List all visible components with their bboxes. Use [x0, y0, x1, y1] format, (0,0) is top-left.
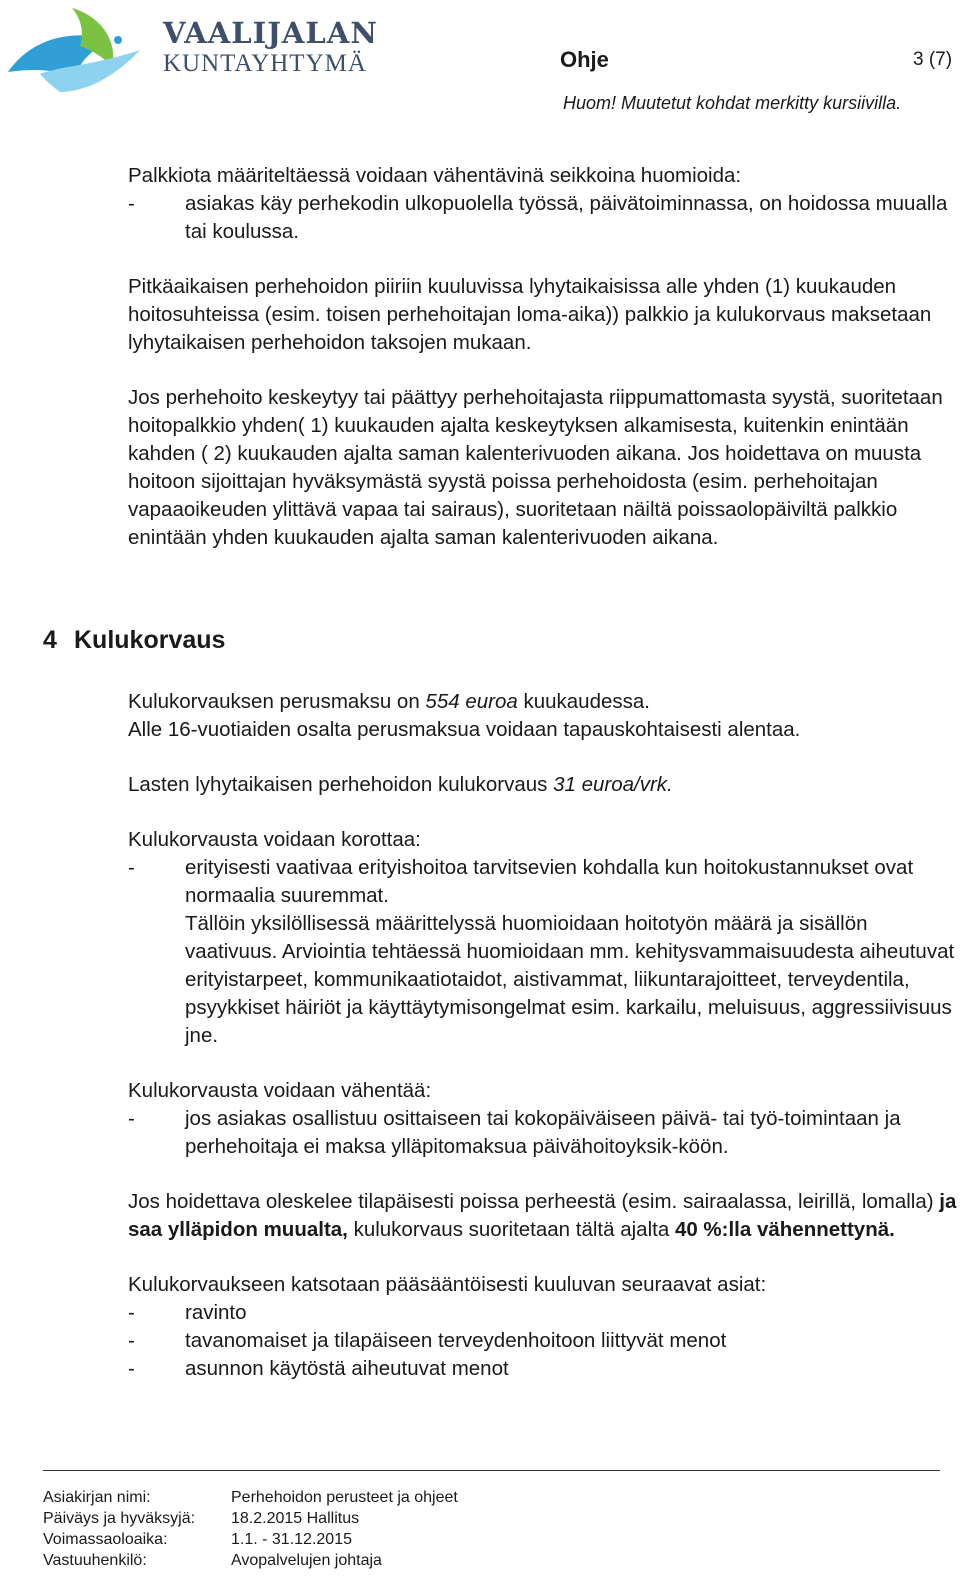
section-heading [43, 626, 225, 655]
basic-fee-note: Alle 16-vuotiaiden osalta perusmaksua voidaan tapauskohtaisesti alentaa. [128, 718, 801, 741]
covers-intro: Kulukorvaukseen katsotaan pääsääntöisesti kuuluvan seuraavat asiat: [128, 1273, 767, 1296]
footer-value: Avopalvelujen johtaja [231, 1552, 382, 1569]
list-item-text: ravinto [185, 1301, 247, 1324]
list-item: - ravinto [128, 1299, 958, 1327]
footer-value: Perhehoidon perusteet ja ohjeet [231, 1489, 458, 1506]
list-item: - asiakas käy perhekodin ulkopuolella työssä, päivätoiminnassa, on hoidossa muualla tai koulussa. [128, 190, 958, 246]
footer-row [43, 1487, 458, 1508]
list-item-text: jos asiakas osallistuu osittaiseen tai kokopäiväiseen päivä- tai työ-toimintaan ja perhehoitaja ei maksa ylläpitomaksua päivähoitoyksik-köön. [185, 1107, 901, 1158]
section-number: 4 [43, 626, 57, 654]
list-item: - asunnon käytöstä aiheutuvat menot [128, 1355, 958, 1383]
footer-value: 1.1. - 31.12.2015 [231, 1531, 352, 1548]
logo-name-line1: VAALIJALAN [163, 16, 378, 50]
pre-section-body [128, 162, 958, 552]
raise-intro: Kulukorvausta voidaan korottaa: [128, 828, 421, 851]
list-item: - tavanomaiset ja tilapäiseen terveydenhoitoon liittyvät menot [128, 1327, 958, 1355]
footer-value: 18.2.2015 Hallitus [231, 1510, 360, 1527]
raise-detail: Tällöin yksilöllisessä määrittelyssä huomioidaan hoitotyön määrä ja sisällön vaativuus. Arviointia tehtäessä huomioidaan mm. kehitysvammaisuudesta aiheutuvat erityistarpeet, kommunikaatiotaidot, aistivammat, liikuntarajoitteet, terveydentila, psyykkiset häiriöt ja käyttäytymisongelmat esim. karkailu, meluisuus, aggressiivisuus jne. [185, 912, 955, 1047]
list-item-text: asiakas käy perhekodin ulkopuolella työssä, päivätoiminnassa, on hoidossa muualla tai koulussa. [185, 192, 948, 243]
basic-fee-amount: 554 euroa [425, 690, 518, 713]
list-item: - jos asiakas osallistuu osittaiseen tai kokopäiväiseen päivä- tai työ-toimintaan ja perhehoitaja ei maksa ylläpitomaksua päivähoitoyksik-köön. [128, 1105, 958, 1161]
reduction-intro: Palkkiota määriteltäessä voidaan vähentävinä seikkoina huomioida: [128, 164, 742, 187]
logo-name-line2: KUNTAYHTYMÄ [163, 50, 367, 77]
reduce-intro: Kulukorvausta voidaan vähentää: [128, 1079, 432, 1102]
document-type: Ohje [560, 47, 609, 72]
footer-row [43, 1508, 458, 1529]
section-body [128, 688, 958, 1383]
list-item-text: erityisesti vaativaa erityishoitoa tarvitsevien kohdalla kun hoitokustannukset ovat normaalia suuremmat. [185, 856, 914, 907]
change-note: Huom! Muutetut kohdat merkitty kursiivilla. [563, 93, 902, 113]
list-item-text: tavanomaiset ja tilapäiseen terveydenhoitoon liittyvät menot [185, 1329, 727, 1352]
short-term-paragraph: Pitkäaikaisen perhehoidon piiriin kuuluvissa lyhytaikaisissa alle yhden (1) kuukauden hoitosuhteissa (esim. toisen perhehoitajan loma-aika)) palkkio ja kulukorvaus maksetaan lyhytaikaisen perhehoidon taksojen mukaan. [128, 275, 932, 354]
section-title: Kulukorvaus [74, 626, 226, 654]
short-term-fee-amount: 31 euroa/vrk. [553, 773, 673, 796]
org-logo [0, 0, 378, 110]
footer-row [43, 1529, 458, 1550]
list-item: - erityisesti vaativaa erityishoitoa tarvitsevien kohdalla kun hoitokustannukset ovat normaalia suuremmat. [128, 854, 958, 910]
footer-label: Asiakirjan nimi: [43, 1489, 151, 1506]
page-number: 3 (7) [913, 49, 953, 70]
footer-divider [43, 1470, 940, 1471]
list-item-text: asunnon käytöstä aiheutuvat menot [185, 1357, 509, 1380]
basic-fee-line: Kulukorvauksen perusmaksu on 554 euroa kuukaudessa. [128, 690, 650, 713]
footer-label: Voimassaoloaika: [43, 1531, 168, 1548]
absence-paragraph: Jos hoidettava oleskelee tilapäisesti poissa perheestä (esim. sairaalassa, leirillä, lomalla) ja saa ylläpidon muualta, kulukorvaus suoritetaan tältä ajalta 40 %:lla vähennettynä. [128, 1190, 957, 1241]
document-footer [43, 1487, 458, 1571]
footer-label: Päiväys ja hyväksyjä: [43, 1510, 196, 1527]
short-term-fee-line: Lasten lyhytaikaisen perhehoidon kulukorvaus 31 euroa/vrk. [128, 773, 673, 796]
footer-label: Vastuuhenkilö: [43, 1552, 147, 1569]
footer-row [43, 1550, 458, 1571]
interruption-paragraph: Jos perhehoito keskeytyy tai päättyy perhehoitajasta riippumattomasta syystä, suoritetaan hoitopalkkio yhden( 1) kuukauden ajalta keskeytyksen alkamisesta, kuitenkin enintään kahden ( 2) kuukauden ajalta saman kalenterivuoden aikana. Jos hoidettava on muusta hoitoon sijoittajan hyväksymästä syystä poissa perhehoidosta (esim. perhehoitajan vapaaoikeuden ylittävä vapaa tai sairaus), suoritetaan näiltä poissaolopäiviltä palkkio enintään yhden kuukauden ajalta saman kalenterivuoden aikana. [128, 386, 943, 549]
bird-logo-icon [0, 0, 160, 110]
